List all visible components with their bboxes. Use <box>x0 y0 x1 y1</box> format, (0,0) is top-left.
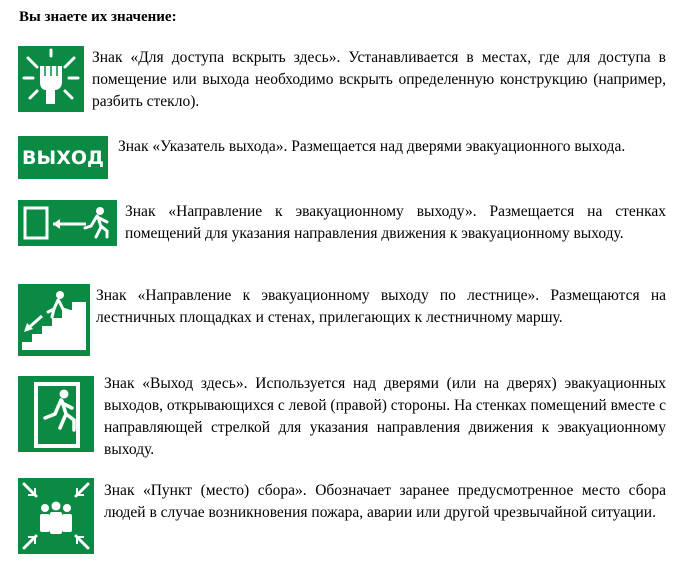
exit-here-door-icon <box>18 376 94 452</box>
evacuation-stairs-sign <box>18 284 90 356</box>
sign-description: Знак «Указатель выхода». Размещается над дверями эвакуационного выхода. <box>118 138 626 155</box>
exit-word-sign <box>18 136 108 179</box>
assembly-point-sign <box>18 478 94 554</box>
sign-description: Знак «Выход здесь». Используется над дверями (или на дверях) эвакуационных выходов, открывающихся с левой (правой) стороны. На стенках помещений вместе с направляющей стрелкой для указания направления движения к эвакуационному выходу. <box>104 375 666 458</box>
sign-description: Знак «Направление к эвакуационному выходу по лестнице». Размещаются на лестничных площадках и стенах, прилегающих к лестничному маршу. <box>96 287 666 326</box>
evacuation-direction-icon <box>18 200 117 246</box>
sign-description: Знак «Для доступа вскрыть здесь». Устанавливается в местах, где для доступа в помещение или выхода необходимо вскрыть определенную конструкцию (например, разбить стекло). <box>92 49 666 110</box>
sign-description: Знак «Направление к эвакуационному выходу». Размещается на стенках помещений для указания направления движения к эвакуационному выходу. <box>125 203 666 242</box>
exit-sign-label: ВЫХОД <box>22 146 104 169</box>
page-title: Вы знаете их значение: <box>19 9 177 25</box>
assembly-point-icon <box>18 478 94 554</box>
evacuation-stairs-icon <box>18 284 90 356</box>
exit-here-sign <box>18 376 94 452</box>
break-glass-sign <box>18 46 84 112</box>
break-glass-fist-icon <box>18 46 84 112</box>
sign-description: Знак «Пункт (место) сбора». Обозначает заранее предусмотренное место сбора людей в случае возникновения пожара, аварии или другой чрезвычайной ситуации. <box>104 482 666 521</box>
evacuation-direction-sign <box>18 200 117 246</box>
